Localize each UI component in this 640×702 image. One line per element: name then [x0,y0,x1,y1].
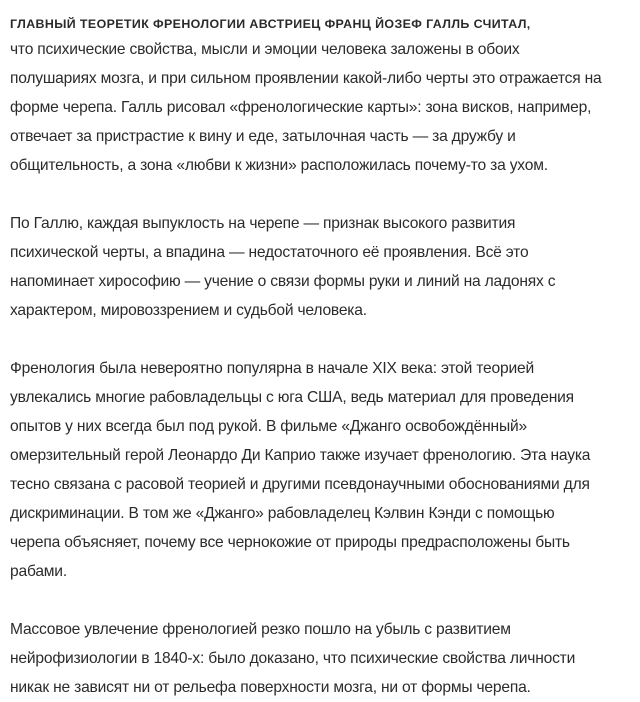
text-line: Массовое увлечение френологией резко пошло на убыль с развитием [10,621,511,638]
text-line: тесно связана с расовой теорией и другими псевдонаучными обоснованиями для [10,476,590,493]
text-line: черепа объясняет, почему все чернокожие от природы предрасположены быть [10,534,570,551]
text-line: напоминает хирософию — учение о связи формы руки и линий на ладонях с [10,273,556,290]
text-line: По Галлю, каждая выпуклость на черепе — признак высокого развития [10,215,516,232]
lead-caps-heading: ГЛАВНЫЙ ТЕОРЕТИК ФРЕНОЛОГИИ АВСТРИЕЦ ФРАНЦ ЙОЗЕФ ГАЛЛЬ СЧИТАЛ, [10,17,531,31]
text-line: опытов у них всегда был под рукой. В фильме «Джанго освобождённый» [10,418,527,435]
text-line: рабами. [10,563,67,580]
text-line: форме черепа. Галль рисовал «френологические карты»: зона висков, например, [10,99,592,116]
paragraph-4 [10,615,630,702]
text-line: никак не зависят ни от рельефа поверхности мозга, ни от формы черепа. [10,679,531,696]
paragraph-2 [10,209,630,325]
text-line: нейрофизиологии в 1840-х: было доказано, что психические свойства личности [10,650,576,667]
text-line: психической черты, а впадина — недостаточного её проявления. Всё это [10,244,529,261]
text-line: дискриминации. В том же «Джанго» рабовладелец Кэлвин Кэнди с помощью [10,505,555,522]
paragraph-1 [10,35,630,180]
text-line: отвечает за пристрастие к вину и еде, затылочная часть — за дружбу и [10,128,516,145]
text-line: омерзительный герой Леонардо Ди Каприо также изучает френологию. Эта наука [10,447,591,464]
text-line: Френология была невероятно популярна в начале XIX века: этой теорией [10,360,534,377]
text-line: полушариях мозга, и при сильном проявлении какой-либо черты это отражается на [10,70,602,87]
text-line: что психические свойства, мысли и эмоции человека заложены в обоих [10,41,520,58]
paragraph-3 [10,354,630,586]
text-line: увлекались многие рабовладельцы с юга США, ведь материал для проведения [10,389,574,406]
text-line: характером, мировоззрением и судьбой человека. [10,302,367,319]
text-line: общительность, а зона «любви к жизни» расположилась почему-то за ухом. [10,157,548,174]
